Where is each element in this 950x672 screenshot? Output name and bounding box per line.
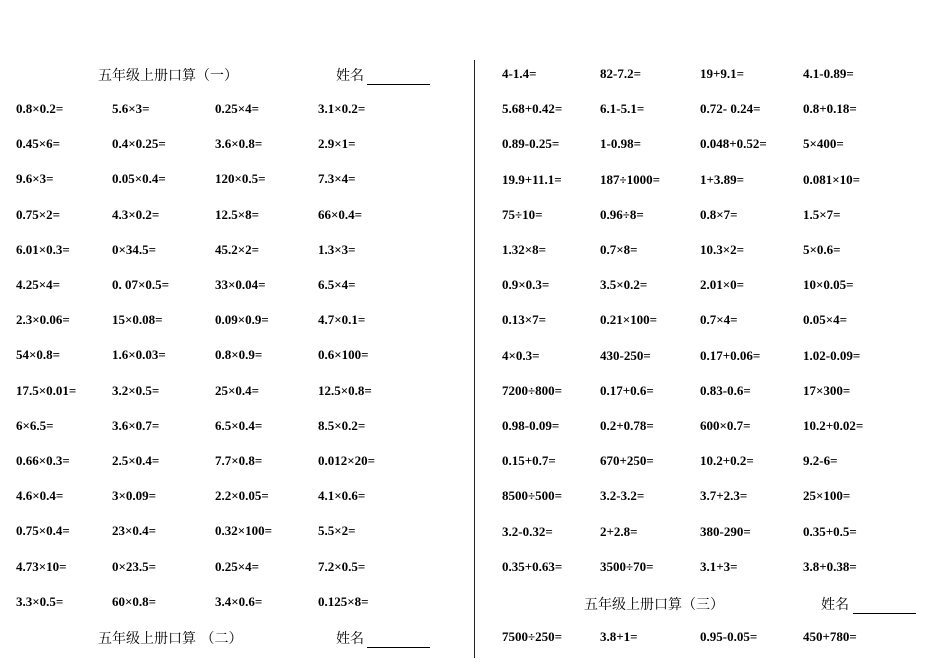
- arithmetic-problem: 2.9×1=: [318, 136, 356, 152]
- arithmetic-problem: 4.3×0.2=: [112, 206, 160, 222]
- arithmetic-problem: 10×0.05=: [803, 277, 854, 293]
- arithmetic-problem: 4.1×0.6=: [318, 488, 366, 504]
- arithmetic-problem: 45.2×2=: [215, 241, 260, 257]
- arithmetic-problem: 0.35+0.5=: [803, 523, 857, 539]
- name-blank-3[interactable]: [853, 613, 916, 614]
- arithmetic-problem: 3.8+0.38=: [803, 558, 857, 574]
- arithmetic-problem: 5×400=: [803, 136, 844, 152]
- arithmetic-problem: 33×0.04=: [215, 277, 266, 292]
- arithmetic-problem: 0.6×100=: [318, 347, 369, 363]
- arithmetic-problem: 6.01×0.3=: [16, 241, 70, 257]
- arithmetic-problem: 12.5×8=: [215, 206, 260, 222]
- arithmetic-problem: 7500÷250=: [502, 629, 563, 644]
- arithmetic-problem: 0.05×4=: [803, 312, 848, 328]
- arithmetic-problem: 4.1-0.89=: [803, 66, 854, 81]
- arithmetic-problem: 2+2.8=: [600, 523, 638, 539]
- arithmetic-problem: 5×0.6=: [803, 242, 841, 257]
- arithmetic-problem: 0.17+0.6=: [600, 382, 654, 398]
- arithmetic-problem: 2.5×0.4=: [112, 453, 160, 468]
- arithmetic-problem: 600×0.7=: [700, 418, 751, 433]
- page-divider: [474, 60, 475, 658]
- arithmetic-problem: 3.6×0.7=: [112, 417, 160, 433]
- worksheet-title-3: 五年级上册口算（三）: [584, 597, 724, 613]
- name-label-1: 姓名: [336, 68, 364, 84]
- arithmetic-problem: 0.83-0.6=: [700, 382, 751, 398]
- arithmetic-problem: 0.7×8=: [600, 242, 638, 257]
- arithmetic-problem: 2.3×0.06=: [16, 312, 70, 328]
- arithmetic-problem: 4×0.3=: [502, 347, 540, 363]
- arithmetic-problem: 0.35+0.63=: [502, 558, 563, 574]
- arithmetic-problem: 25×0.4=: [215, 382, 260, 398]
- arithmetic-problem: 1-0.98=: [600, 136, 641, 152]
- name-label-3: 姓名: [821, 597, 849, 613]
- arithmetic-problem: 0.96÷8=: [600, 206, 644, 222]
- arithmetic-problem: 0.72- 0.24=: [700, 101, 761, 117]
- name-label-2: 姓名: [336, 631, 364, 647]
- arithmetic-problem: 5.6×3=: [112, 101, 150, 116]
- arithmetic-problem: 0.17+0.06=: [700, 347, 761, 363]
- arithmetic-problem: 66×0.4=: [318, 206, 363, 222]
- arithmetic-problem: 0.7×4=: [700, 312, 738, 328]
- arithmetic-problem: 670+250=: [600, 453, 654, 469]
- arithmetic-problem: 7.7×0.8=: [215, 453, 263, 468]
- arithmetic-problem: 17×300=: [803, 382, 851, 398]
- arithmetic-problem: 9.2-6=: [803, 453, 838, 469]
- arithmetic-problem: 9.6×3=: [16, 171, 54, 187]
- arithmetic-problem: 0.75×2=: [16, 206, 61, 222]
- arithmetic-problem: 0.75×0.4=: [16, 523, 70, 539]
- arithmetic-problem: 450+780=: [803, 629, 857, 644]
- arithmetic-problem: 0.8+0.18=: [803, 101, 857, 117]
- arithmetic-problem: 0.15+0.7=: [502, 453, 556, 469]
- arithmetic-problem: 1+3.89=: [700, 171, 745, 187]
- arithmetic-problem: 0.125×8=: [318, 593, 369, 609]
- arithmetic-problem: 3.1×0.2=: [318, 101, 366, 116]
- arithmetic-problem: 19.9+11.1=: [502, 171, 562, 187]
- arithmetic-problem: 3.7+2.3=: [700, 488, 748, 504]
- arithmetic-problem: 12.5×0.8=: [318, 382, 372, 398]
- arithmetic-problem: 0.09×0.9=: [215, 312, 269, 328]
- arithmetic-problem: 8500÷500=: [502, 488, 563, 504]
- arithmetic-problem: 82-7.2=: [600, 66, 641, 81]
- arithmetic-problem: 0×34.5=: [112, 241, 157, 257]
- arithmetic-problem: 1.5×7=: [803, 206, 841, 222]
- worksheet-title-2: 五年级上册口算 （二）: [98, 631, 243, 647]
- arithmetic-problem: 0.21×100=: [600, 312, 658, 328]
- arithmetic-problem: 0. 07×0.5=: [112, 277, 170, 292]
- arithmetic-problem: 0.25×4=: [215, 558, 260, 574]
- arithmetic-problem: 0.95-0.05=: [700, 629, 758, 644]
- arithmetic-problem: 3.1+3=: [700, 558, 738, 574]
- arithmetic-problem: 187÷1000=: [600, 171, 661, 187]
- arithmetic-problem: 3.2-0.32=: [502, 523, 553, 539]
- arithmetic-problem: 0.66×0.3=: [16, 453, 70, 468]
- arithmetic-problem: 0.32×100=: [215, 523, 273, 539]
- arithmetic-problem: 3.2×0.5=: [112, 382, 160, 398]
- arithmetic-problem: 0.048+0.52=: [700, 136, 767, 152]
- name-blank-1[interactable]: [367, 84, 430, 85]
- arithmetic-problem: 0.98-0.09=: [502, 418, 560, 433]
- arithmetic-problem: 15×0.08=: [112, 312, 163, 328]
- arithmetic-problem: 1.32×8=: [502, 242, 547, 257]
- arithmetic-problem: 0.8×0.2=: [16, 101, 64, 116]
- arithmetic-problem: 0.45×6=: [16, 136, 61, 152]
- arithmetic-problem: 19+9.1=: [700, 66, 745, 81]
- arithmetic-problem: 10.2+0.2=: [700, 453, 754, 469]
- arithmetic-problem: 4-1.4=: [502, 66, 537, 81]
- arithmetic-problem: 0.081×10=: [803, 171, 861, 187]
- name-blank-2[interactable]: [367, 647, 430, 648]
- arithmetic-problem: 4.7×0.1=: [318, 312, 366, 328]
- arithmetic-problem: 1.02-0.09=: [803, 347, 861, 363]
- arithmetic-problem: 1.3×3=: [318, 241, 356, 257]
- arithmetic-problem: 10.3×2=: [700, 242, 745, 257]
- arithmetic-problem: 0.05×0.4=: [112, 171, 166, 187]
- arithmetic-problem: 6.1-5.1=: [600, 101, 645, 117]
- arithmetic-problem: 7.3×4=: [318, 171, 356, 187]
- arithmetic-problem: 17.5×0.01=: [16, 382, 77, 398]
- arithmetic-problem: 3.4×0.6=: [215, 593, 263, 609]
- arithmetic-problem: 75÷10=: [502, 206, 543, 222]
- arithmetic-problem: 0.8×7=: [700, 206, 738, 222]
- arithmetic-problem: 1.6×0.03=: [112, 347, 166, 363]
- arithmetic-problem: 0×23.5=: [112, 558, 157, 574]
- arithmetic-problem: 10.2+0.02=: [803, 418, 864, 433]
- arithmetic-problem: 0.4×0.25=: [112, 136, 166, 152]
- arithmetic-problem: 2.01×0=: [700, 277, 745, 293]
- arithmetic-problem: 5.5×2=: [318, 523, 356, 539]
- arithmetic-problem: 5.68+0.42=: [502, 101, 563, 117]
- arithmetic-problem: 0.2+0.78=: [600, 418, 654, 433]
- arithmetic-problem: 0.13×7=: [502, 312, 547, 328]
- arithmetic-problem: 3.8+1=: [600, 629, 638, 644]
- arithmetic-problem: 3.3×0.5=: [16, 593, 64, 609]
- arithmetic-problem: 8.5×0.2=: [318, 417, 366, 433]
- arithmetic-problem: 25×100=: [803, 488, 851, 504]
- arithmetic-problem: 4.25×4=: [16, 277, 61, 292]
- arithmetic-problem: 0.9×0.3=: [502, 277, 550, 293]
- arithmetic-problem: 4.73×10=: [16, 558, 67, 574]
- arithmetic-problem: 430-250=: [600, 347, 651, 363]
- arithmetic-problem: 2.2×0.05=: [215, 488, 269, 504]
- arithmetic-problem: 0.25×4=: [215, 101, 260, 116]
- arithmetic-problem: 60×0.8=: [112, 593, 157, 609]
- arithmetic-problem: 4.6×0.4=: [16, 488, 64, 504]
- arithmetic-problem: 0.012×20=: [318, 453, 376, 468]
- arithmetic-problem: 0.89-0.25=: [502, 136, 560, 152]
- arithmetic-problem: 54×0.8=: [16, 347, 61, 363]
- arithmetic-problem: 3×0.09=: [112, 488, 157, 504]
- arithmetic-problem: 6.5×0.4=: [215, 417, 263, 433]
- arithmetic-problem: 3.6×0.8=: [215, 136, 263, 152]
- arithmetic-problem: 6×6.5=: [16, 417, 54, 433]
- arithmetic-problem: 7.2×0.5=: [318, 558, 366, 574]
- arithmetic-problem: 120×0.5=: [215, 171, 266, 187]
- arithmetic-problem: 23×0.4=: [112, 523, 157, 539]
- arithmetic-problem: 380-290=: [700, 523, 751, 539]
- arithmetic-problem: 3500÷70=: [600, 558, 654, 574]
- worksheet-title-1: 五年级上册口算（一）: [98, 68, 238, 84]
- arithmetic-problem: 3.2-3.2=: [600, 488, 645, 504]
- arithmetic-problem: 3.5×0.2=: [600, 277, 648, 293]
- arithmetic-problem: 6.5×4=: [318, 277, 356, 292]
- arithmetic-problem: 0.8×0.9=: [215, 347, 263, 363]
- arithmetic-problem: 7200÷800=: [502, 382, 563, 398]
